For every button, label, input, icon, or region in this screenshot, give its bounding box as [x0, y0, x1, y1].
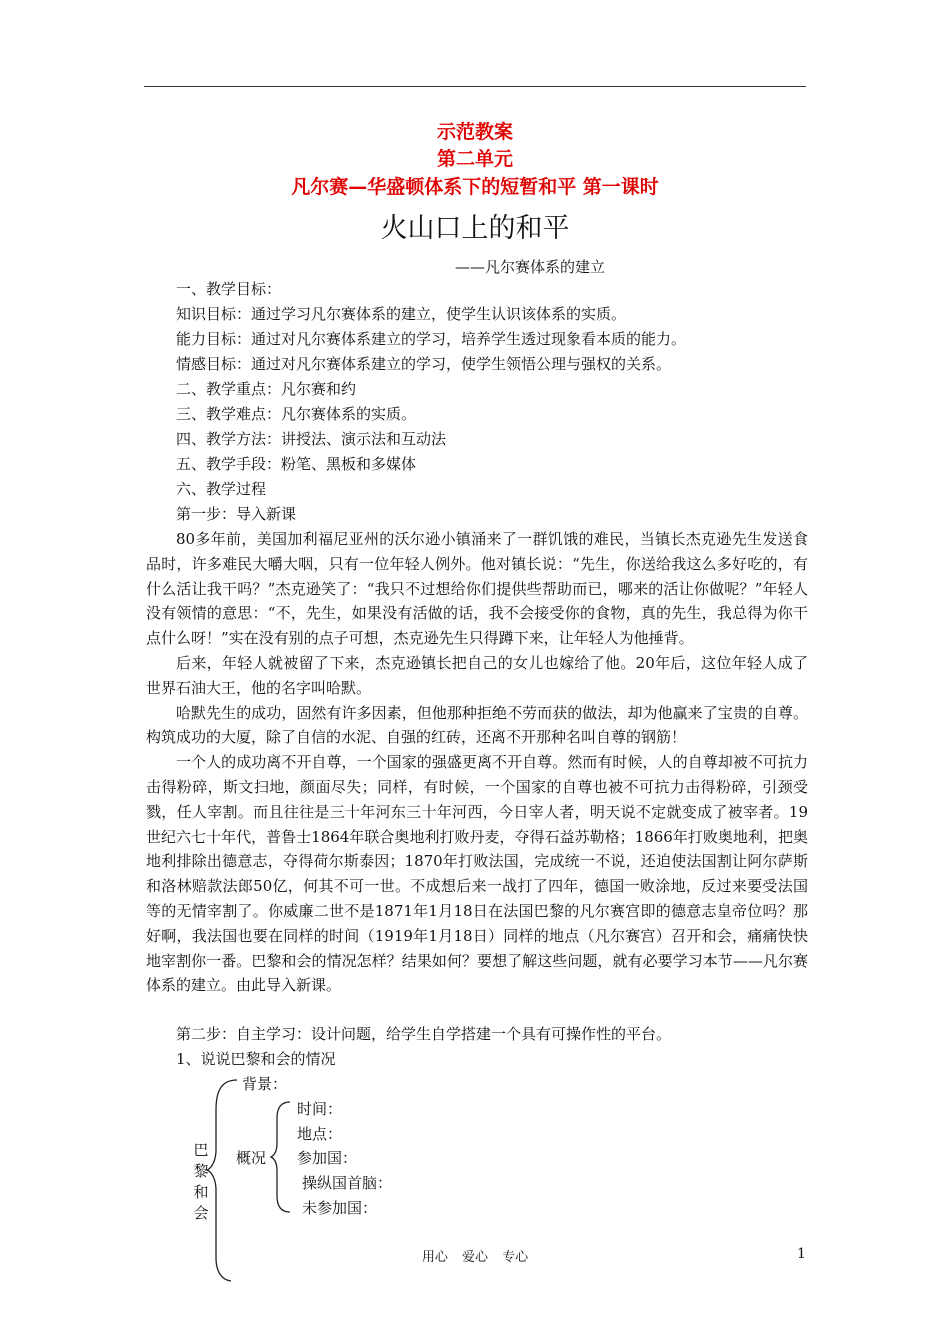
- diagram-place: 地点：: [297, 1125, 343, 1143]
- lesson-heading: 凡尔赛—华盛顿体系下的短暂和平 第一课时: [291, 176, 659, 198]
- doc-type-heading: 示范教案: [436, 121, 513, 143]
- question-one: 1、说说巴黎和会的情况: [176, 1050, 336, 1068]
- page-title: 火山口上的和平: [380, 213, 570, 244]
- footer-motto: 用心 爱心 专心: [421, 1250, 529, 1265]
- unit-heading: 第二单元: [436, 148, 513, 170]
- paragraph: 哈默先生的成功，固然有许多因素，但他那种拒绝不劳而获的做法，却为他赢来了宝贵的自尊。构筑成功的大厦，除了自信的水泥、自强的红砖，还离不开那种名叫自尊的钢筋！: [146, 703, 808, 747]
- outline-item: 二、教学重点：凡尔赛和约: [176, 380, 357, 398]
- diagram-background: 背景：: [242, 1075, 288, 1093]
- outline-item: 情感目标：通过对凡尔赛体系建立的学习，使学生领悟公理与强权的关系。: [176, 355, 672, 373]
- diagram-root-label: 巴黎和会: [193, 1141, 209, 1222]
- paragraph: 80多年前，美国加利福尼亚州的沃尔逊小镇涌来了一群饥饿的难民，当镇长杰克逊先生发送食品时，许多难民大嚼大咽，只有一位年轻人例外。他对镇长说：“先生，你送给我这么多好吃的，有什么活让我干吗？”杰克逊笑了：“我只不过想给你们提供些帮助而已，哪来的活让你做呢？”年轻人没有领情的意思：“不，先生，如果没有活做的话，我不会接受你的食物，真的先生，我总得为你干点什么呀！”实在没有别的点子可想，杰克逊先生只得蹲下来，让年轻人为他捶背。: [146, 530, 808, 648]
- outline-item: 一、教学目标：: [176, 280, 282, 298]
- diagram-non-participants: 未参加国：: [302, 1199, 378, 1217]
- outline-item: 知识目标：通过学习凡尔赛体系的建立，使学生认识该体系的实质。: [176, 305, 627, 323]
- paragraph: 后来，年轻人就被留了下来，杰克逊镇长把自己的女儿也嫁给了他。20年后，这位年轻人成了世界石油大王，他的名字叫哈默。: [146, 653, 808, 697]
- diagram-time: 时间：: [297, 1100, 343, 1118]
- diagram-participants: 参加国：: [297, 1149, 358, 1167]
- diagram-leaders: 操纵国首脑：: [302, 1174, 393, 1192]
- outline-item: 五、教学手段：粉笔、黑板和多媒体: [176, 455, 417, 473]
- outline-item: 四、教学方法：讲授法、演示法和互动法: [176, 430, 447, 448]
- outline-item: 三、教学难点：凡尔赛体系的实质。: [176, 405, 417, 423]
- step-two-line: 第二步：自主学习：设计问题，给学生自学搭建一个具有可操作性的平台。: [176, 1025, 672, 1043]
- page-number: 1: [797, 1246, 806, 1262]
- page-subtitle: ——凡尔赛体系的建立: [454, 258, 605, 276]
- outline-item: 能力目标：通过对凡尔赛体系建立的学习，培养学生透过现象看本质的能力。: [176, 330, 687, 348]
- paragraph: 一个人的成功离不开自尊，一个国家的强盛更离不开自尊。然而有时候，人的自尊却被不可抗力击得粉碎，斯文扫地，颜面尽失；同样，有时候，一个国家的自尊也被不可抗力击得粉碎，引颈受戮，任人宰割。而且往往是三十年河东三十年河西，今日宰人者，明天说不定就变成了被宰者。19世纪六七十年代，普鲁士1864年联合奥地利打败丹麦，夺得石益苏勒格；1866年打败奥地利，把奥地利排除出德意志，夺得荷尔斯泰因；1870年打败法国，完成统一不说，还迫使法国割让阿尔萨斯和洛林赔款法郎50亿，何其不可一世。不成想后来一战打了四年，德国一败涂地，反过来要受法国等的无情宰割了。你威廉二世不是1871年1月18日在法国巴黎的凡尔赛宫即的德意志皇帝位吗？那好啊，我法国也要在同样的时间（1919年1月18日）同样的地点（凡尔赛宫）召开和会，痛痛快快地宰割你一番。巴黎和会的情况怎样？结果如何？要想了解这些问题，就有必要学习本节——凡尔赛体系的建立。由此导入新课。: [146, 753, 808, 995]
- outline-item: 六、教学过程: [176, 480, 267, 498]
- outline-item: 第一步：导入新课: [176, 505, 297, 523]
- diagram-overview: 概况: [236, 1149, 267, 1167]
